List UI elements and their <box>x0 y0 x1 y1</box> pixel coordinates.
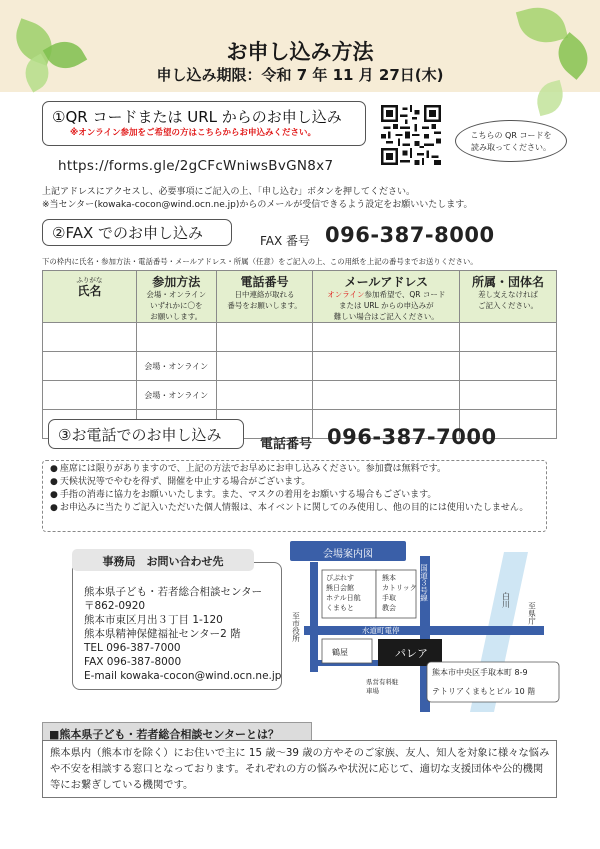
tel-label: 電話番号 <box>260 437 313 452</box>
section1-note: ※オンライン参加をご希望の方はこちらからお申込みください。 <box>70 128 317 138</box>
address-text: 熊本市中央区手取本町 8-9 テトリアくまもとビル 10 階 <box>432 668 536 696</box>
phone-cell[interactable] <box>216 352 313 381</box>
fax-number: 096-387-8000 <box>325 223 495 247</box>
method-cell[interactable]: 会場・オンライン <box>136 352 216 381</box>
name-cell[interactable] <box>43 323 137 352</box>
qr-speech-bubble <box>455 120 567 162</box>
method-cell[interactable] <box>136 323 216 352</box>
org-sub: 差し支えなければ <box>478 290 539 299</box>
note-item: ● 座席には限りがありますので、上記の方法でお早めにお申し込みください。参加費は無料です。 <box>50 463 546 476</box>
furigana-label: ふりがな <box>76 276 103 284</box>
table-instruction: 下の枠内に氏名・参加方法・電話番号・メールアドレス・所属（任意）をご記入の上、この用紙を上記の番号までお送りください。 <box>42 257 478 266</box>
office-line: 熊本市東区月出３丁目 1-120 <box>84 614 223 626</box>
phone-header <box>216 271 313 323</box>
table-row <box>43 352 557 381</box>
office-line: 熊本県精神保健福祉センター2 階 <box>84 628 241 640</box>
block1-text: ぴぷれす 熊日会館 ホテル日航 くまもと <box>326 574 361 612</box>
phone-cell[interactable] <box>216 381 313 410</box>
office-email[interactable]: E-mail kowaka-cocon@wind.ocn.ne.jp <box>84 670 282 682</box>
name-cell[interactable] <box>43 381 137 410</box>
map-title: 会場案内図 <box>290 541 406 561</box>
qr-bubble-line: 読み取ってください。 <box>471 143 551 152</box>
office-contact <box>84 585 281 683</box>
method-sub: いずれかに〇を <box>149 301 203 310</box>
tsuruya-label: 鶴屋 <box>332 648 348 657</box>
phone-header-label: 電話番号 <box>240 275 289 289</box>
method-sub: お願いします。 <box>150 312 203 321</box>
org-cell[interactable] <box>460 352 557 381</box>
phone-cell[interactable] <box>216 323 313 352</box>
section1-instructions <box>42 186 472 212</box>
office-line: FAX 096-387-8000 <box>84 656 182 668</box>
section2-title: ②FAX でのお申し込み <box>52 224 204 242</box>
phone-sub: 日中連絡が取れる <box>234 290 295 299</box>
parking-label: 県営有料駐 車場 <box>366 678 399 695</box>
email-cell[interactable] <box>313 381 460 410</box>
side-road <box>310 562 318 672</box>
note-item: ● 手指の消毒に協力をお願いいたします。また、マスクの着用をお願いする場合もございます。 <box>50 489 546 502</box>
email-sub <box>313 289 459 300</box>
table-row <box>43 381 557 410</box>
note-item: ● 天候状況等でやむを得ず、開催を中止する場合がございます。 <box>50 476 546 489</box>
section1-title: ①QR コードまたは URL からのお申し込み <box>52 108 342 126</box>
email-cell[interactable] <box>313 323 460 352</box>
page-title: お申し込み方法 <box>226 40 374 64</box>
kencho-label: 至県庁 <box>527 602 537 625</box>
method-cell[interactable]: 会場・オンライン <box>136 381 216 410</box>
qr-bubble-line: こちらの QR コードを <box>470 131 552 140</box>
method-sub: 会場・オンライン <box>146 290 207 299</box>
section3-title: ③お電話でのお申し込み <box>58 426 222 444</box>
org-header-label: 所属・団体名 <box>472 275 545 289</box>
org-cell[interactable] <box>460 323 557 352</box>
office-line: 熊本県子ども・若者総合相談センター <box>84 586 263 598</box>
river-label: 白川 <box>501 592 511 608</box>
about-text: 熊本県内（熊本市を除く）にお住いで主に 15 歳～39 歳の方やそのご家族、友人、知人を対象に様々な悩みや不安を相談する窓口となっております。それぞれの方の悩みや状況に応じて、適切な支援団体や公的機関等にお繋ぎしている機関です。 <box>50 747 550 791</box>
office-line: 〒862-0920 <box>84 600 146 612</box>
notes-list <box>50 463 546 515</box>
org-cell[interactable] <box>460 381 557 410</box>
email-sub: または URL からの申込みが <box>338 301 434 310</box>
name-header <box>43 271 137 323</box>
deadline-text: 申し込み期限：令和 7 年 11 月 27日(木) <box>156 66 444 84</box>
method-header <box>136 271 216 323</box>
kokudo-label: 国道３号線 <box>419 564 429 602</box>
table-header-row <box>43 271 557 323</box>
org-header <box>460 271 557 323</box>
office-line: TEL 096-387-7000 <box>84 642 181 654</box>
fax-label: FAX 番号 <box>260 234 311 248</box>
fax-form-table <box>42 270 557 439</box>
instruction-line: 上記アドレスにアクセスし、必要事項にご記入の上、「申し込む」ボタンを押してください。 <box>42 187 415 197</box>
method-header-label: 参加方法 <box>152 275 201 289</box>
tel-number: 096-387-7000 <box>327 425 497 449</box>
shiyakusho-label: 至市役所 <box>291 612 301 642</box>
instruction-line: ※当センター(kowaka-cocon@wind.ocn.ne.jp)からのメールが受信できるよう設定をお願いいたします。 <box>42 200 473 210</box>
leaf-decoration <box>533 80 568 116</box>
form-url-link[interactable]: https://forms.gle/2gCFcWniwsBvGN8x7 <box>58 158 334 174</box>
note-item: ● お申込みに当たりご記入いただいた個人情報は、本イベントに関してのみ使用し、他の目的には使用いたしません。 <box>50 502 546 515</box>
parea-label: パレア <box>395 647 428 660</box>
mizudo-stop-label: 水道町電停 <box>362 626 400 635</box>
email-header-label: メールアドレス <box>344 275 428 289</box>
email-sub-text: 参加希望で、QR コード <box>364 290 446 299</box>
table-row <box>43 323 557 352</box>
email-sub: 難しい場合はご記入ください。 <box>333 312 439 321</box>
online-red-text: オンライン <box>327 290 365 299</box>
block2-text: 熊本 カトリック 手取 教会 <box>382 574 417 612</box>
name-cell[interactable] <box>43 352 137 381</box>
org-sub: ご記入ください。 <box>478 301 539 310</box>
phone-sub: 番号をお願いします。 <box>227 301 302 310</box>
office-title: 事務局 お問い合わせ先 <box>72 549 254 571</box>
qr-code[interactable] <box>381 105 441 165</box>
email-cell[interactable] <box>313 352 460 381</box>
venue-map <box>282 542 562 712</box>
email-header <box>313 271 460 323</box>
name-header-label: 氏名 <box>77 284 102 298</box>
about-title: ■熊本県子ども・若者総合相談センターとは？ <box>42 722 312 741</box>
